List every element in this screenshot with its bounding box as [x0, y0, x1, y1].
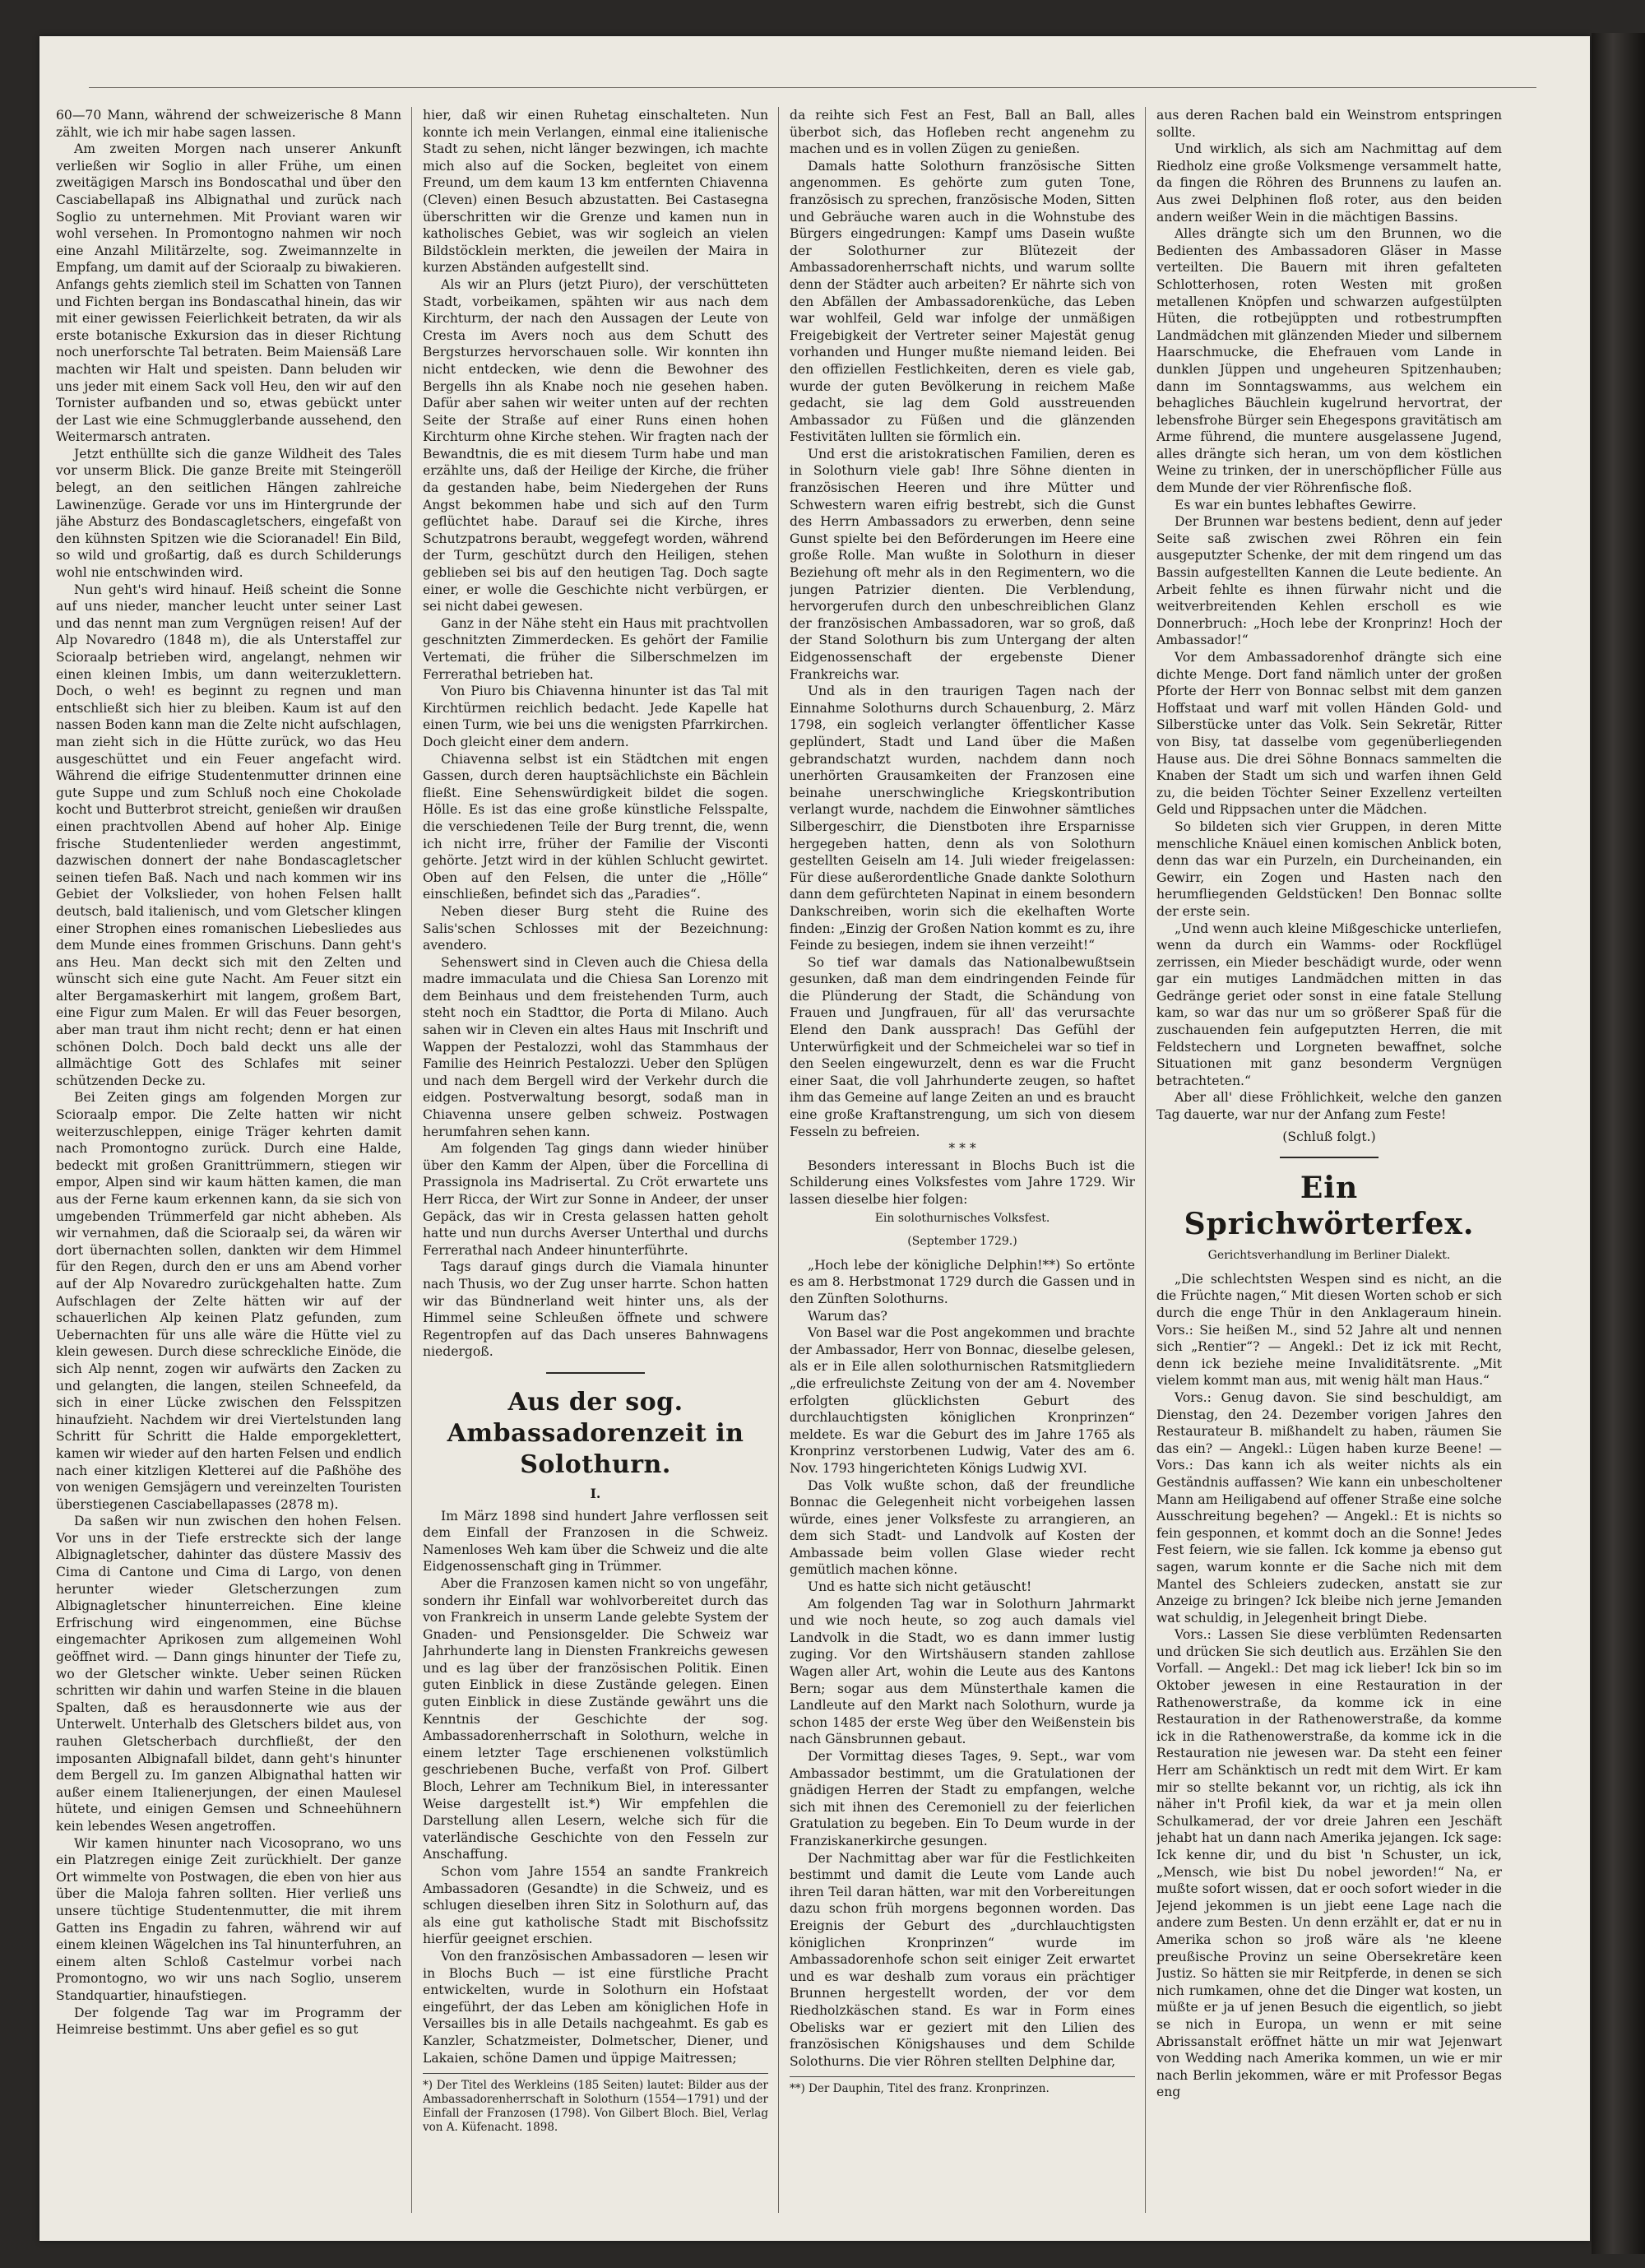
column-3: [790, 107, 1135, 2213]
section-stars: * * *: [948, 1141, 976, 1157]
section-separator: [546, 1372, 645, 1374]
paragraph: Der folgende Tag war im Programm der Heimreise bestimmt. Uns aber gefiel es so gut: [56, 2005, 401, 2038]
section-separator: [1280, 1157, 1379, 1158]
paragraph: Von Basel war die Post angekommen und brachte der Ambassador, Herr von Bonnac, dieselbe gelesen, als er in Eile allen solothurnischen Ratsmitgliedern „die erfreulichste Zeitung von der am 4. November erfolgten glücklichsten Geburt des durchlauchtigsten königlichen Kronprinzen“ meldete. Es war die Geburt des im Jahre 1765 als Kronprinz verstorbenen Ludwig, Vater des am 6. Nov. 1793 hingerichteten Königs Ludwig XVI.: [790, 1325, 1135, 1476]
paragraph: Aber all' diese Fröhlichkeit, welche den ganzen Tag dauerte, war nur der Anfang zum Feste!: [1156, 1090, 1502, 1123]
column-rule-2: [778, 107, 779, 2213]
paragraph: Neben dieser Burg steht die Ruine des Salis'schen Schlosses mit der Bezeichnung: avendero.: [423, 903, 768, 953]
footnote: **) Der Dauphin, Titel des franz. Kronprinzen.: [790, 2076, 1135, 2096]
paragraph: Warum das?: [808, 1308, 887, 1324]
paragraph: Von Piuro bis Chiavenna hinunter ist das Tal mit Kirchtürmen reichlich bedacht. Jede Kapelle hat einen Turm, wie bei uns die wenigsten Pfarrkirchen. Doch gleicht einer dem andern.: [423, 684, 768, 749]
paragraph: hier, daß wir einen Ruhetag einschalteten. Nun konnte ich mein Verlangen, einmal eine italienische Stadt zu sehen, nicht länger bezwingen, ich machte mich also auf die Socken, begleitet von einem Freund, um dem kaum 13 km entfernten Chiavenna (Cleven) einen Besuch abzustatten. Bei Castasegna überschritten wir die Grenze und kamen nun in katholisches Gebiet, was wir sogleich an vielen Bildstöcklein merkten, die jeweilen der Maira in kurzen Abständen aufgestellt sind.: [423, 108, 768, 276]
paragraph: Im März 1898 sind hundert Jahre verflossen seit dem Einfall der Franzosen in die Schweiz. Namenloses Weh kam über die Schweiz und die alte Eidgenossenschaft ging in Trümmer.: [423, 1508, 768, 1575]
paragraph: 60—70 Mann, während der schweizerische 8 Mann zählt, wie ich mir habe sagen lassen.: [56, 108, 401, 140]
paragraph: Wir kamen hinunter nach Vicosoprano, wo uns ein Platzregen einige Zeit zurückhielt. Der ganze Ort wimmelte von Postwagen, die eben von hier aus über die Maloja fahren sollten. Hier verließ uns unsere tüchtige Studentenmutter, die mit ihrem Gatten ins Engadin zu fahren, während wir auf einem kleinen Wägelchen ins Tal hinunterfuhren, an einem alten Schloß Castelmur vorbei nach Promontogno, wo wir uns nach Soglio, unserem Standquartier, hinaufstiegen.: [56, 1835, 401, 2003]
column-2: [423, 107, 768, 2213]
article-title: Ein Sprichwörterfex.: [1184, 1171, 1475, 1242]
top-rule: [89, 87, 1536, 88]
paragraph: Damals hatte Solothurn französische Sitten angenommen. Es gehörte zum guten Tone, französisch zu sprechen, französische Moden, Sitten und Gebräuche waren auch in die Wohnstube des Bürgers eingedrungen: Kampf ums Dasein wußte der Solothurner zur Blütezeit der Ambassadorenherrschaft nichts, und warum sollte denn der Städter auch arbeiten? Er nährte sich von den Abfällen der Ambassadorenküche, das Leben war wohlfeil, Geld war infolge der unmäßigen Freigebigkeit der Vertreter seiner Majestät genug vorhanden und Hunger mußte niemand leiden. Bei den offiziellen Festlichkeiten, deren es viele gab, wurde der guten Bevölkerung in reichem Maße gedacht, sie lag dem Gold ausstreuenden Ambassador zu Füßen und die glänzenden Festivitäten lullten sie förmlich ein.: [790, 158, 1135, 445]
paragraph: So tief war damals das Nationalbewußtsein gesunken, daß man dem eindringenden Feinde für die Plünderung der Stadt, die Schändung von Frauen und Jungfrauen, für all' das verursachte Elend den Dank aussprach! Das Gefühl der Unterwürfigkeit und der Schmeichelei war so tief in den Seelen eingewurzelt, denn es war die Frucht einer Saat, die voll Jahrhunderte zeugen, so haftet ihm das Gemeine auf lange Zeiten an und es braucht eine große Kraftanstrengung, um sich von diesem Fesseln zu befreien.: [790, 954, 1135, 1139]
paragraph: Am folgenden Tag war in Solothurn Jahrmarkt und wie noch heute, so zog auch damals viel Landvolk in die Stadt, wo es dann immer lustig zuging. Vor den Wirtshäusern standen zahllose Wagen aller Art, wohin die Leute aus des Kantons Bern; sogar aus dem Münsterthale kamen die Landleute auf den Markt nach Solothurn, wurde ja schon 1485 der erste Weg über den Weißenstein bis nach Gänsbrunnen gebaut.: [790, 1596, 1135, 1747]
paragraph: Besonders interessant in Blochs Buch ist die Schilderung eines Volksfestes vom Jahre 1729. Wir lassen dieselbe hier folgen:: [790, 1157, 1135, 1207]
paragraph: Bei Zeiten gings am folgenden Morgen zur Scioraalp empor. Die Zelte hatten wir nicht weiterzuschleppen, einige Träger kehrten damit nach Promontogno zurück. Durch eine Halde, bedeckt mit großen Granittrümmern, stiegen wir empor, Alpen sind wir kaum hätten kamen, die man aus der Ferne kaum erkennen kann, da sie sich von umgebenden Trümmerfeld gar nicht abheben. Als wir vernahmen, daß die Scioraalp sei, da wären wir dort übernachten sollen, dankten wir dem Himmel für den Regen, durch den er uns am Abend vorher auf der Alp Novaredro zurückgehalten hatte. Zum Aufschlagen der Zelte hätten wir auf der schauerlichen Alp keinen Platz gefunden, zum Uebernachten für uns alle wäre die Hütte viel zu klein gewesen. Durch diese schreckliche Einöde, die sich Alp nennt, zogen wir aufwärts den Zacken zu und gelangten, die langen, steilen Schneefeld, da sich in einer Lücke zwischen den Felsspitzen hinaufzieht. Nachdem wir drei Viertelstunden lang Schritt für Schritt die Halde emporgeklettert, kamen wir wieder auf den harten Felsen und endlich nach einer kitzligen Kletterei auf die Paßhöhe des von wenigen Gemsjägern und vereinzelten Touristen überstiegenen Casciabellapasses (2878 m).: [56, 1090, 401, 1512]
column-rule-3: [1145, 107, 1146, 2213]
paragraph: Und als in den traurigen Tagen nach der Einnahme Solothurns durch Schauenburg, 2. März 1798, ein sogleich verlangter öffentlicher Kasse geplündert, Stadt und Land über die Maßen gebrandschatzt wurden, nachdem dann noch unerhörten Grausamkeiten der Franzosen eine beinahe unerschwingliche Kriegskontribution verlangt wurde, nachdem die Einwohner sämtliches Silbergeschirr, die Dienstboten ihre Ersparnisse hergegeben hatten, denn als von Solothurn gestellten Geiseln am 14. Juli wieder freigelassen: Für diese außerordentliche Gnade dankte Solothurn dann dem gefürchteten Napinat in einem besondern Dankschreiben, worin sich die ekelhaften Worte finden: „Einzig der Großen Nation kommt es zu, ihre Feinde zu besiegen, indem sie ihnen verzeiht!“: [790, 684, 1135, 953]
paragraph: Von den französischen Ambassadoren — lesen wir in Blochs Buch — ist eine fürstliche Pracht entwickelten, wurde in Solothurn ein Hofstaat eingeführt, der das Leben am königlichen Hofe in Versailles bis in alle Details nachgeahmt. Es gab es Kanzler, Schatzmeister, Dolmetscher, Diener, und Lakaien, schöne Damen und üppige Maitressen;: [423, 1948, 768, 2066]
paragraph: Nun geht's wird hinauf. Heiß scheint die Sonne auf uns nieder, mancher leucht unter seiner Last und das nennt man zum Vergnügen reisen! Auf der Alp Novaredro (1848 m), die als Unterstaffel zur Scioraalp betrieben wird, angelangt, nehmen wir einen kleinen Imbis, um dann weiterzuklettern. Doch, o weh! es beginnt zu regnen und man entschließt sich hier zu bleiben. Kaum ist auf den nassen Boden kann man die Zelte nicht aufschlagen, man zieht sich in die Hütte zurück, wo das Heu ausgeschüttet und ein Feuer angefacht wird. Während die eifrige Studentenmutter drinnen eine gute Suppe und zum Schluß noch eine Chokolade kocht und Butterbrot streicht, genießen wir draußen einen prachtvollen Abend auf hoher Alp. Einige frische Studentenlieder werden angestimmt, dazwischen donnert der nahe Bondascagletscher seinen tiefen Baß. Nach und nach kommen wir ins Gebiet der Volkslieder, von hohen Felsen hallt deutsch, bald italienisch, und vom Gletscher klingen einer Strophen eines romanischen Liebesliedes aus dem Munde eines frommen Grischuns. Dann geht's ans Heu. Man deckt sich mit den Zelten und wünscht sich eine gute Nacht. Am Feuer sitzt ein alter Bergamaskerhirt mit langem, großem Bart, eine Figur zum Malen. Er will das Feuer besorgen, aber man traut ihm nicht recht; denn er hat einen schönen Dolch. Doch bald deckt uns alle der allmächtige Gott des Schlafes mit seiner schützenden Decke zu.: [56, 582, 401, 1088]
section-date: (September 1729.): [907, 1235, 1017, 1249]
paragraph: da reihte sich Fest an Fest, Ball an Ball, alles überbot sich, das Hofleben recht angenehm zu machen und es in vollen Zügen zu genießen.: [790, 108, 1135, 157]
newspaper-page: [39, 36, 1590, 2241]
paragraph: „Die schlechtsten Wespen sind es nicht, an die die Früchte nagen,“ Mit diesen Worten schob er sich durch die enge Thür in den Anklageraum hinein. Vors.: Sie heißen M., sind 52 Jahre alt und nennen sich „Rentier“? — Angekl.: Det iz ick mit Recht, denn ick beziehe meine Invaliditätsrente. „Mit vielem kommt man aus, mit wenig hält man Haus.“: [1156, 1271, 1502, 1389]
paragraph: Als wir an Plurs (jetzt Piuro), der verschütteten Stadt, vorbeikamen, spähten wir aus nach dem Kirchturm, der nach den Aussagen der Leute von Cresta im Avers noch aus dem Schutt des Bergsturzes hervorschauen solle. Wir konnten ihn nicht entdecken, wie denn die Bewohner des Bergells ihn als Knabe noch nie gesehen haben. Dafür aber sahen wir weiter unten auf der rechten Seite der Straße auf einer Runs einen hohen Kirchturm ohne Kirche stehen. Wir fragten nach der Bewandtnis, die es mit diesem Turm habe und man erzählte uns, daß der Heilige der Kirche, die früher da gestanden habe, beim Niedergehen der Runs Angst bekommen habe und sich auf den Turm geflüchtet habe. Darauf sei die Kirche, ihres Schutzpatrons beraubt, weggefegt worden, während der Turm, geschützt durch den Heiligen, stehen geblieben sei bis auf den heutigen Tag. Doch sagte einer, er wolle die Geschichte nicht verbürgen, er sei nicht dabei gewesen.: [423, 276, 768, 615]
column-1: [56, 107, 401, 2213]
book-spine: [1592, 33, 1645, 2254]
paragraph: Chiavenna selbst ist ein Städtchen mit engen Gassen, durch deren hauptsächlichste ein Bächlein fließt. Eine Sehenswürdigkeit bildet die sogen. Hölle. Es ist das eine große künstliche Felsspalte, die verschiedenen Teile der Burg trennt, die, wenn ich nicht irre, früher der Familie der Visconti gehörte. Jetzt wird in der kühlen Schlucht gewirtet. Oben auf den Felsen, die unter die „Hölle“ einschließen, befindet sich das „Paradies“.: [423, 751, 768, 902]
paragraph: Tags darauf gings durch die Viamala hinunter nach Thusis, wo der Zug unser harrte. Schon hatten wir das Bündnerland weit hinter uns, als der Himmel seine Schleußen öffnete und schwere Regentropfen auf das Dach unseres Bahnwagens niedergoß.: [423, 1259, 768, 1360]
paragraph: Sehenswert sind in Cleven auch die Chiesa della madre immaculata und die Chiesa San Lorenzo mit dem Beinhaus und dem freistehenden Turm, auch steht noch ein Stadttor, die Porta di Milano. Auch sahen wir in Cleven ein altes Haus mit Inschrift und Wappen der Pestalozzi, wohl das Stammhaus der Familie des Heinrich Pestalozzi. Ueber den Splügen und nach dem Bergell wird der Verkehr durch die eidgen. Postverwaltung besorgt, sodaß man in Chiavenna unsere gelben schweiz. Postwagen herumfahren sehen kann.: [423, 954, 768, 1139]
paragraph: Am zweiten Morgen nach unserer Ankunft verließen wir Soglio in aller Frühe, um einen zweitägigen Marsch ins Bondoscathal und über den Casciabellapaß ins Albignathal und zurück nach Soglio zu unternehmen. Mit Proviant waren wir wohl versehen. In Promontogno nahmen wir noch eine Anzahl Militärzelte, sog. Zweimannzelte in Empfang, um damit auf der Scioraalp zu biwakieren. Anfangs gehts ziemlich steil im Schatten von Tannen und Fichten bergan ins Bondascathal hinein, das wir mit einer gewissen Feierlichkeit betraten, da wir als erste botanische Exkursion das in dieser Richtung noch unerforschte Tal betraten. Beim Maiensäß Lare machten wir Halt und speisten. Dann beluden wir uns jeder mit einem Sack voll Heu, den wir auf den Tornister aufbanden und so, etwas gebückt unter der Last wie eine Schmugglerbande aussehend, den Weitermarsch antraten.: [56, 141, 401, 445]
paragraph: Der Vormittag dieses Tages, 9. Sept., war vom Ambassador bestimmt, um die Gratulationen der gnädigen Herren der Stadt zu empfangen, welche sich mit ihnen des Ceremoniell zu der feierlichen Gratulation zu begeben. Ein To Deum wurde in der Franziskanerkirche gesungen.: [790, 1749, 1135, 1848]
paragraph: „Hoch lebe der königliche Delphin!**) So ertönte es am 8. Herbstmonat 1729 durch die Gassen und in den Zünften Solothurns.: [790, 1257, 1135, 1306]
paragraph: Vors.: Genug davon. Sie sind beschuldigt, am Dienstag, den 24. Dezember vorigen Jahres den Restaurateur B. mißhandelt zu haben, räumen Sie das ein? — Angekl.: Lügen haben kurze Beene! — Vors.: Das kann ich als weiter nichts als ein Geständnis auffassen? Wie kann ein unbescholtener Mann am Heiligabend auf offener Straße eine solche Ausschreitung begehen? — Angekl.: Et is nichts so fein gesponnen, et kommt doch an die Sonne! Jedes Fest feiern, wie sie fallen. Ick komme ja ebenso gut sagen, warum konnte er die Sache nich mit dem Mantel des Schleiers zudecken, anstatt sie zur Anzeige zu bringen? Ick bleibe nich jerne Jemanden wat schuldig, in Jelegenheit bringt Diebe.: [1156, 1389, 1502, 1626]
paragraph: Und wirklich, als sich am Nachmittag auf dem Riedholz eine große Volksmenge versammelt hatte, da fingen die Röhren des Brunnens zu laufen an. Aus zwei Delphinen floß roter, aus den beiden andern weißer Wein in die mächtigen Bassins.: [1156, 141, 1502, 225]
paragraph: Schon vom Jahre 1554 an sandte Frankreich Ambassadoren (Gesandte) in die Schweiz, und es schlugen dieselben ihren Sitz in Solothurn auf, das als eine gut katholische Stadt mit Bischofssitz hierfür geeignet erschien.: [423, 1864, 768, 1947]
paragraph: Aber die Franzosen kamen nicht so von ungefähr, sondern ihr Einfall war wohlvorbereitet durch das von Frankreich in unserm Lande gelebte System der Gnaden- und Pensionsgelder. Die Schweiz war Jahrhunderte lang in Diensten Frankreichs gewesen und es lag über der französischen Politik. Einen guten Einblick in diese Zustände gelegen. Einen guten Einblick in diese Zustände gewährt uns die Kenntnis der Geschichte der sog. Ambassadorenherrschaft in Solothurn, welche in einem letzter Tage erschienenen volkstümlich geschriebenen Buche, verfaßt von Prof. Gilbert Bloch, Lehrer am Technikum Biel, in interessanter Weise dargestellt ist.*) Wir empfehlen die Darstellung allen Lesern, welche sich für die vaterländische Geschichte von den Fesseln zur Anschaffung.: [423, 1575, 768, 1862]
paragraph: Vors.: Lassen Sie diese verblümten Redensarten und drücken Sie sich deutlich aus. Erzählen Sie den Vorfall. — Angekl.: Det mag ick lieber! Ick bin so im Oktober jewesen in eine Restauration in der Rathenowerstraße, da komme ick in eine Restauration in der Rathenowerstraße, da komme ick in die Rathenowerstraße, da komme ick in die Restauration nie jewesen war. Da steht een feiner Herr am Schänktisch un redt mit dem Wirt. Er kam mir so stellte bekannt vor, un richtig, als ick ihn näher in't Profil kiek, da war et ja mein ollen Schulkamerad, der vor dreie Jahren een Jeschäft jehabt hat un dann nach Amerika jejangen. Ick sage: Ick kenne dir, und du bist 'n Schuster, un ick, „Mensch, wie bist Du nobel jeworden!“ Na, er mußte sofort wissen, dat er ooch sofort wieder in die Jejend jekommen is un jiebt eene Lage nach die andere zum Besten. Un denn erzählt er, dat er nu in Amerika schon so jroß wäre als 'ne kleene preußische Provinz un seine Obersekretäre keen Justiz. So hätten sie mir Reitpferde, in denen se sich nich rumkamen, ohne det die Dinger wat kosten, un müßte er ja uf jenen Besuch die eigentlich, so jiebt se nich in Europa, un wenn er mit seine Abrissanstalt eröffnet hätte un mir wat Jejenwart von Wedding nach Amerika kommen, un wie er mir nach Berlin jekommen, wäre er mit Professor Begas eng: [1156, 1627, 1502, 2100]
paragraph: Der Nachmittag aber war für die Festlichkeiten bestimmt und damit die Leute vom Lande auch ihren Teil daran hätten, war mit den Vorbereitungen dazu schon früh morgens begonnen worden. Das Ereignis der Geburt des „durchlauchtigsten königlichen Kronprinzen“ wurde im Ambassadorenhofe schon seit einiger Zeit erwartet und es war deshalb zum voraus ein prächtiger Brunnen hergestellt worden, der vor dem Riedholzkäschen stand. Es war in Form eines Obelisks war er geziert mit den Lilien des französischen Königshauses und dem Schilde Solothurns. Die vier Röhren stellten Delphine dar,: [790, 1850, 1135, 2069]
article-title: Aus der sog. Ambassadorenzeit in Solothurn.: [447, 1387, 744, 1479]
paragraph: Und erst die aristokratischen Familien, deren es in Solothurn viele gab! Ihre Söhne dienten in französischen Heeren und ihre Mütter und Schwestern waren eifrig bestrebt, sich die Gunst des Herrn Ambassadors zu erwerben, denn seine Gunst spielte bei den Beförderungen im Heere eine große Rolle. Man wußte in Solothurn in dieser Beziehung oft mehr als in den Regimentern, wo die jungen Patrizier dienten. Die Verblendung, hervorgerufen durch den unbeschreiblichen Glanz der französischen Ambassadoren, war so groß, daß der Stand Solothurn bis zum Untergang der alten Eidgenossenschaft der ergebenste Diener Frankreichs war.: [790, 446, 1135, 682]
paragraph: Da saßen wir nun zwischen den hohen Felsen. Vor uns in der Tiefe erstreckte sich der lange Albignagletscher, dahinter das düstere Massiv des Cima di Cantone und Cima di Largo, von denen herunter wieder Gletscherzungen zum Albignagletscher hinunterreichen. Eine kleine Erfrischung wird eingenommen, eine Büchse eingemachter Aprikosen zum allgemeinen Wohl geöffnet wird. — Dann gings hinunter der Tiefe zu, wo der Gletscher winkte. Ueber seinen Rücken schritten wir dahin und warfen Steine in die blauen Spalten, daß es herausdonnerte wie aus der Unterwelt. Unterhalb des Gletschers bildet aus, von rauhen Gletscherbach durchfließt, der den imposanten Albignafall bildet, dann geht's hinunter dem Bergell zu. Im ganzen Albignathal hatten wir außer einem Italienerjungen, der einen Maulesel hütete, und einigen Gemsen und Schneehühnern kein lebendes Wesen angetroffen.: [56, 1514, 401, 1834]
to-be-continued: (Schluß folgt.): [1282, 1129, 1376, 1144]
article-part-number: I.: [590, 1485, 601, 1501]
column-4: [1156, 107, 1502, 2213]
paragraph: Alles drängte sich um den Brunnen, wo die Bedienten des Ambassadoren Gläser in Masse verteilten. Die Bauern mit ihren gefalteten Schlotterhosen, roten Westen mit großen metallenen Knöpfen und schwarzen aufgestülpten Hüten, die rotbejüppten und rotbestrumpften Landmädchen mit glänzenden Mieder und silbernem Haarschmucke, die Ehefrauen vom Lande in dunklen Jüppen und ungeheuren Spitzenhauben; dann im Sonntagswamms, aus welchem ein behagliches Bäuchlein kugelrund hervortrat, der lebensfrohe Bürger sein Ehegespons gravitätisch am Arme führend, die muntere ausgelassene Jugend, alles drängte sich heran, um von dem köstlichen Weine zu trinken, der in unerschöpflicher Fülle aus dem Munde der vier Röhrenfische floß.: [1156, 226, 1502, 496]
paragraph: Am folgenden Tag gings dann wieder hinüber über den Kamm der Alpen, über die Forcellina di Prassignola ins Madrisertal. Zu Cröt erwartete uns Herr Ricca, der Wirt zur Sonne in Andeer, der unser Gepäck, das wir in Cresta gelassen hatten geholt hatte und nun durchs Averser Unterthal und durchs Ferrerathal nach Andeer hinunterführte.: [423, 1141, 768, 1258]
paragraph: Jetzt enthüllte sich die ganze Wildheit des Tales vor unserm Blick. Die ganze Breite mit Steingeröll belegt, an den seitlichen Hängen zahlreiche Lawinenzüge. Gerade vor uns im Hintergrunde der jähe Absturz des Bondascagletschers, eingefaßt von den kühnsten Spitzen wie die Scioranadel! Ein Bild, so wild und großartig, daß es durch Schilderungs wohl nie entschwinden wird.: [56, 446, 401, 581]
paragraph: Und es hatte sich nicht getäuscht!: [808, 1579, 1032, 1595]
paragraph: So bildeten sich vier Gruppen, in deren Mitte menschliche Knäuel einen komischen Anblick boten, denn das war ein Purzeln, ein Durcheinanden, ein Gewirr, ein Zogen und Hasten nach den herumfliegenden Geldstücken! Den Bonnac sollte der erste sein.: [1156, 819, 1502, 919]
paragraph: Ganz in der Nähe steht ein Haus mit prachtvollen geschnitzten Zimmerdecken. Es gehört der Familie Vertemati, die früher die Silberschmelzen im Ferrerathal betrieben hat.: [423, 615, 768, 682]
paragraph: Der Brunnen war bestens bedient, denn auf jeder Seite saß zwischen zwei Röhren ein fein ausgeputzter Schenke, der mit dem ringend um das Bassin aufgestellten Kannen die Leute bediente. An Arbeit fehlte es ihnen fürwahr nicht und die weitverbreitenden Kehlen erscholl es wie Donnerbruch: „Hoch lebe der Kronprinz! Hoch der Ambassador!“: [1156, 514, 1502, 648]
paragraph: aus deren Rachen bald ein Weinstrom entspringen sollte.: [1156, 108, 1502, 140]
paragraph: „Und wenn auch kleine Mißgeschicke unterliefen, wenn da durch ein Wamms- oder Rockflügel zerrissen, ein Mieder beschädigt wurde, oder wenn gar ein mutiges Landmädchen mitten in das Gedränge geriet oder sonst in eine fatale Stellung kam, so war das nur um so größerer Spaß für die zuschauenden fein aufgeputzten Herren, die mit Feldstechern und Lorgneten bewaffnet, solche Situationen mit ganz besonderm Vergnügen betrachteten.“: [1156, 921, 1502, 1088]
column-rule-1: [411, 107, 412, 2213]
article-subtitle: Gerichtsverhandlung im Berliner Dialekt.: [1207, 1249, 1451, 1263]
footnote: *) Der Titel des Werkleins (185 Seiten) lautet: Bilder aus der Ambassadorenherrschaft in Solothurn (1554—1791) und der Einfall der Franzosen (1798). Von Gilbert Bloch. Biel, Verlag von A. Küfenacht. 1898.: [423, 2073, 768, 2135]
paragraph: Vor dem Ambassadorenhof drängte sich eine dichte Menge. Dort fand nämlich unter der großen Pforte der Herr von Bonnac selbst mit dem ganzen Hoffstaat und warf mit vollen Händen Gold- und Silberstücke unter das Volk. Sein Sekretär, Ritter von Bisy, tat dasselbe vom gegenüberliegenden Hause aus. Die drei Söhne Bonnacs sammelten die Knaben der Stadt um sich und warfen ihnen Geld zu, die beiden Töchter Seiner Exzellenz verteilten Geld und Rippsachen unter die Mädchen.: [1156, 650, 1502, 818]
paragraph: Es war ein buntes lebhaftes Gewirre.: [1175, 497, 1417, 513]
section-heading: Ein solothurnisches Volksfest.: [874, 1211, 1050, 1225]
paragraph: Das Volk wußte schon, daß der freundliche Bonnac die Gelegenheit nicht vorbeigehen lassen würde, eines jener Volksfeste zu arrangieren, an dem sich Stadt- und Landvolk auf Kosten der Ambassade beim vollen Glase wieder recht gemütlich machen könne.: [790, 1477, 1135, 1578]
